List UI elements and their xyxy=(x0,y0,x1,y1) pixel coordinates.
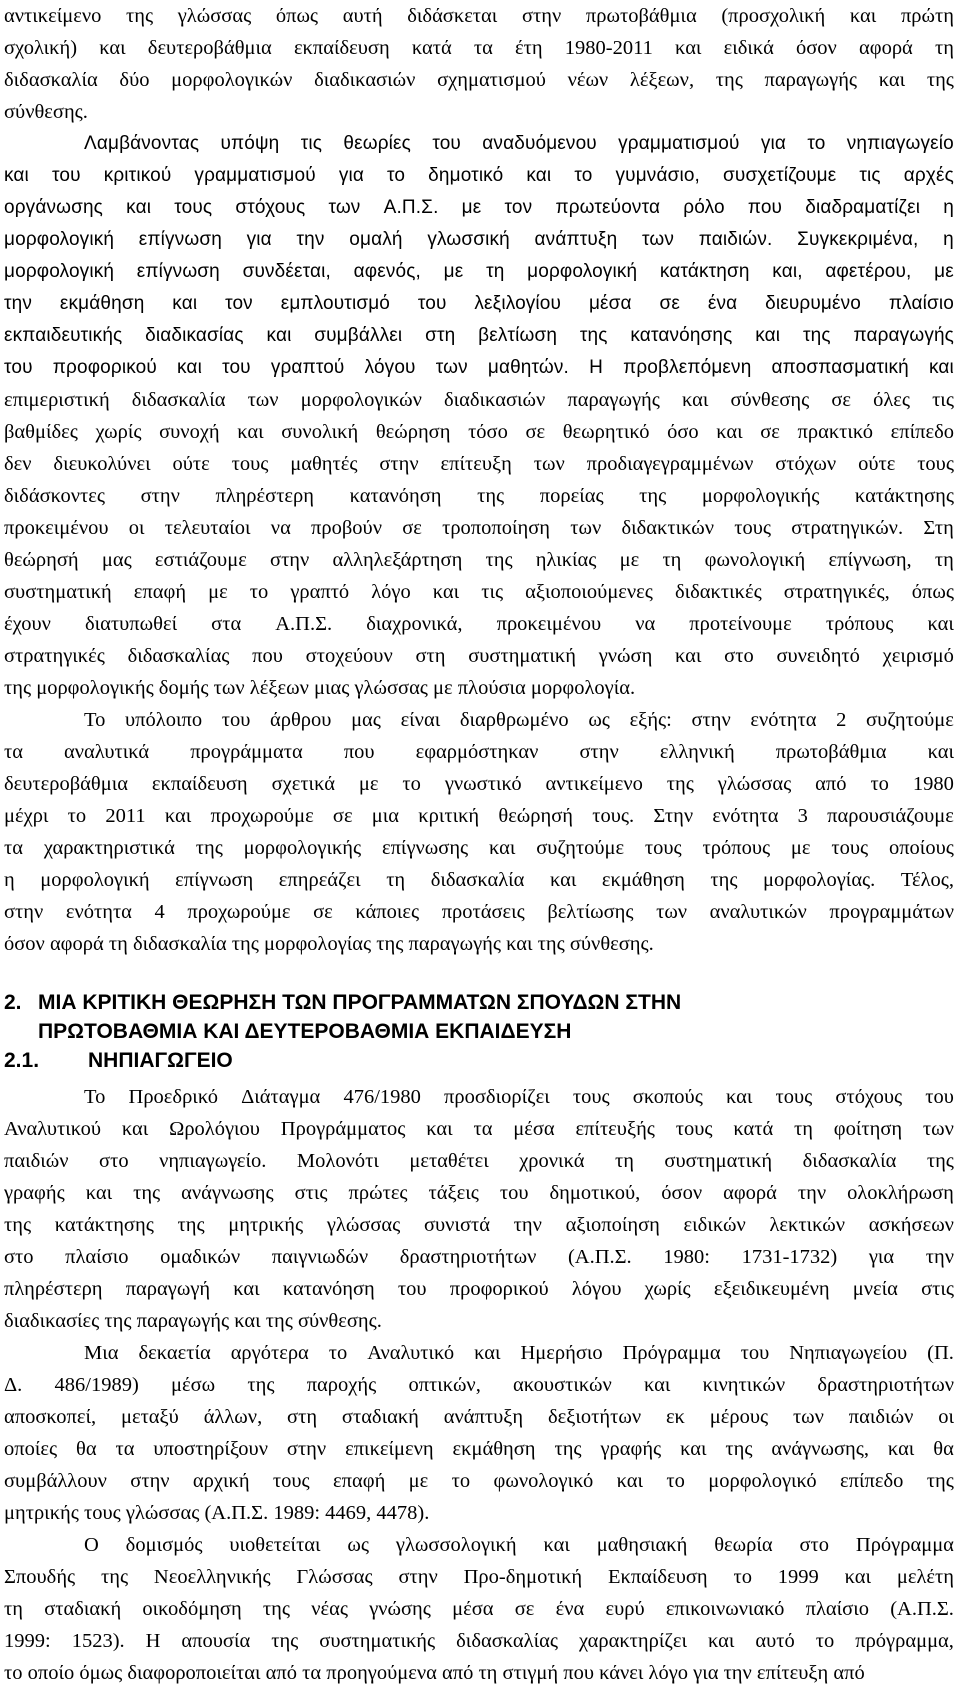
text-line: εκπαιδευτικής διαδικασίας και συμβάλλει στη βελτίωση της κατανόησης και της παραγωγής xyxy=(4,325,954,346)
text-line: επιμεριστική διδασκαλία των μορφολογικών διαδικασιών παραγωγής και σύνθεσης σε όλες τις xyxy=(4,389,954,411)
text-line: δευτεροβάθμια εκπαίδευση σχετικά με το γνωστικό αντικείμενο της γλώσσας από το 1980 xyxy=(4,773,954,795)
text-line: μορφολογική επίγνωση για την ομαλή γλωσσική ανάπτυξη των παιδιών. Συγκεκριμένα, η xyxy=(4,229,954,250)
paragraph-intro xyxy=(4,0,954,128)
text-line: Το υπόλοιπο του άρθρου μας είναι διαρθρωμένο ως εξής: στην ενότητα 2 συζητούμε xyxy=(84,709,954,731)
text-line: μέχρι το 2011 και προχωρούμε σε μια κριτική θεώρησή τους. Στην ενότητα 3 παρουσιάζουμε xyxy=(4,805,954,827)
text-line: έχουν διατυπωθεί στα Α.Π.Σ. διαχρονικά, προκειμένου να προτείνουμε τρόπους και xyxy=(4,613,954,635)
section-title-line1: ΜΙΑ ΚΡΙΤΙΚΗ ΘΕΩΡΗΣΗ ΤΩΝ ΠΡΟΓΡΑΜΜΑΤΩΝ ΣΠΟΥΔΩΝ ΣΤΗΝ xyxy=(38,991,682,1014)
text-line: όσον αφορά τη διδασκαλία της μορφολογίας της παραγωγής και της σύνθεσης. xyxy=(4,933,654,955)
text-line: οποίες θα τα υποστηρίξουν στην επικείμενη εκμάθηση της γραφής και της ανάγνωσης, και θα xyxy=(4,1438,954,1460)
text-line: διδασκαλία δύο μορφολογικών διαδικασιών σχηματισμού νέων λέξεων, της παραγωγής και της xyxy=(4,69,954,91)
text-line: αντικείμενο της γλώσσας όπως αυτή διδάσκεται στην πρωτοβάθμια (προσχολική και πρώτη xyxy=(4,5,954,27)
section-heading xyxy=(4,988,954,1017)
text-line: Αναλυτικού και Ωρολόγιου Προγράμματος και τα μέσα επίτευξής τους κατά τη φοίτηση των xyxy=(4,1118,954,1140)
text-line: συμβάλλουν στην αρχική τους επαφή με το φωνολογικό και το μορφολογικό επίπεδο της xyxy=(4,1470,954,1492)
subsection-title: ΝΗΠΙΑΓΩΓΕΙΟ xyxy=(88,1049,233,1072)
text-line: μορφολογική επίγνωση συνδέεται, αφενός, με τη μορφολογική κατάκτηση και, αφετέρου, με xyxy=(4,261,954,282)
subsection-number: 2.1. xyxy=(4,1049,40,1072)
text-line: οργάνωσης και τους στόχους των Α.Π.Σ. με τον πρωτεύοντα ρόλο που διαδραματίζει η xyxy=(4,197,954,218)
section-number: 2. xyxy=(4,991,22,1014)
section-title-line2: ΠΡΩΤΟΒΑΘΜΙΑ ΚΑΙ ΔΕΥΤΕΡΟΒΑΘΜΙΑ ΕΚΠΑΙΔΕΥΣΗ xyxy=(38,1020,572,1043)
text-line: αποσκοπεί, μεταξύ άλλων, στη σταδιακή ανάπτυξη δεξιοτήτων εκ μέρους των παιδιών οι xyxy=(4,1406,954,1428)
paragraph-theory xyxy=(4,128,954,704)
text-line: η μορφολογική επίγνωση επηρεάζει τη διδασκαλία και εκμάθηση της μορφολογίας. Τέλος, xyxy=(4,869,954,891)
text-line: στρατηγικές διδασκαλίας που στοχεύουν στη συστηματική γνώση και στο συνειδητό χειρισμό xyxy=(4,645,954,667)
text-line: μητρικής τους γλώσσας (Α.Π.Σ. 1989: 4469, 4478). xyxy=(4,1502,430,1524)
text-line: πληρέστερη παραγωγή και κατανόηση του προφορικού λόγου χωρίς εξειδικευμένη μνεία στις xyxy=(4,1278,954,1300)
text-line: σχολική) και δευτεροβάθμια εκπαίδευση κατά τα έτη 1980-2011 και ειδικά όσον αφορά τη xyxy=(4,37,954,59)
text-line: Μια δεκαετία αργότερα το Αναλυτικό και Ημερήσιο Πρόγραμμα του Νηπιαγωγείου (Π. xyxy=(84,1342,954,1364)
text-line: της κατάκτησης της μητρικής γλώσσας συνιστά την αξιοποίηση ειδικών λεκτικών ασκήσεων xyxy=(4,1214,954,1236)
text-line: Ο δομισμός υιοθετείται ως γλωσσολογική και μαθησιακή θεωρία στο Πρόγραμμα xyxy=(84,1534,954,1556)
text-line: και του κριτικού γραμματισμού για το δημοτικό και το γυμνάσιο, συσχετίζουμε τις αρχές xyxy=(4,165,954,186)
text-line: στην ενότητα 4 προχωρούμε σε κάποιες προτάσεις βελτίωσης των αναλυτικών προγραμμάτων xyxy=(4,901,954,923)
text-line: στο πλαίσιο ομαδικών παιγνιωδών δραστηριοτήτων (Α.Π.Σ. 1980: 1731-1732) για την xyxy=(4,1246,954,1268)
text-line: τη σταδιακή οικοδόμηση της νέας γνώσης μέσα σε ένα ευρύ επικοινωνιακό πλαίσιο (Α.Π.Σ. xyxy=(4,1598,954,1620)
section-gap xyxy=(4,960,954,988)
text-line: την εκμάθηση και τον εμπλουτισμό του λεξιλογίου μέσα σε ένα διευρυμένο πλαίσιο xyxy=(4,293,954,314)
text-line: διδάσκοντες στην πληρέστερη κατανόηση της πορείας της μορφολογικής κατάκτησης xyxy=(4,485,954,507)
text-line: τα χαρακτηριστικά της μορφολογικής επίγνωσης και συζητούμε τους τρόπους με τους οποίους xyxy=(4,837,954,859)
paragraph-program-1999 xyxy=(4,1529,954,1689)
text-line: Δ. 486/1989) μέσω της παροχής οπτικών, ακουστικών και κινητικών δραστηριοτήτων xyxy=(4,1374,954,1396)
text-line: παιδιών στο νηπιαγωγείο. Μολονότι μεταθέτει χρονικά τη συστηματική διδασκαλία της xyxy=(4,1150,954,1172)
text-line: σύνθεσης. xyxy=(4,101,88,123)
paragraph-decree-1989 xyxy=(4,1337,954,1529)
text-line: το οποίο όμως διαφοροποιείται από τα προηγούμενα από τη στιγμή που κάνει λόγο για την επίτευξη από xyxy=(4,1662,865,1684)
paragraph-decree-1980 xyxy=(4,1081,954,1337)
text-line: διαδικασίες της παραγωγής και της σύνθεσης. xyxy=(4,1310,382,1332)
section-heading-continued xyxy=(4,1017,954,1046)
text-line: 1999: 1523). Η απουσία της συστηματικής διδασκαλίας χαρακτηρίζει και αυτό το πρόγραμμα, xyxy=(4,1630,954,1652)
text-line: της μορφολογικής δομής των λέξεων μιας γλώσσας με πλούσια μορφολογία. xyxy=(4,677,636,699)
text-line: Το Προεδρικό Διάταγμα 476/1980 προσδιορίζει τους σκοπούς και τους στόχους του xyxy=(84,1086,954,1108)
text-line: δεν διευκολύνει ούτε τους μαθητές στην επίτευξη των προδιαγεγραμμένων στόχων ούτε τους xyxy=(4,453,954,475)
text-line: συστηματική επαφή με το γραπτό λόγο και τις αξιοποιούμενες διδακτικές στρατηγικές, όπως xyxy=(4,581,954,603)
text-line: γραφής και της ανάγνωσης στις πρώτες τάξεις του δημοτικού, όσον αφορά την ολοκλήρωση xyxy=(4,1182,954,1204)
subsection-heading xyxy=(4,1046,954,1075)
text-line: Λαμβάνοντας υπόψη τις θεωρίες του αναδυόμενου γραμματισμού για το νηπιαγωγείο xyxy=(84,133,954,154)
text-line: θεώρησή μας εστιάζουμε στην αλληλεξάρτηση της ηλικίας με τη φωνολογική επίγνωση, τη xyxy=(4,549,954,571)
text-line: του προφορικού και του γραπτού λόγου των μαθητών. Η προβλεπόμενη αποσπασματική και xyxy=(4,357,954,378)
text-line: Σπουδής της Νεοελληνικής Γλώσσας στην Προ-δημοτική Εκπαίδευση το 1999 και μελέτη xyxy=(4,1566,954,1588)
text-line: προκειμένου οι τελευταίοι να προβούν σε τροποποίηση των διδακτικών τους στρατηγικών. Στη xyxy=(4,517,954,539)
text-line: τα αναλυτικά προγράμματα που εφαρμόστηκαν στην ελληνική πρωτοβάθμια και xyxy=(4,741,954,763)
text-line: βαθμίδες χωρίς συνοχή και συνολική θεώρηση τόσο σε θεωρητικό όσο και σε πρακτικό επίπεδο xyxy=(4,421,954,443)
paragraph-outline xyxy=(4,704,954,960)
